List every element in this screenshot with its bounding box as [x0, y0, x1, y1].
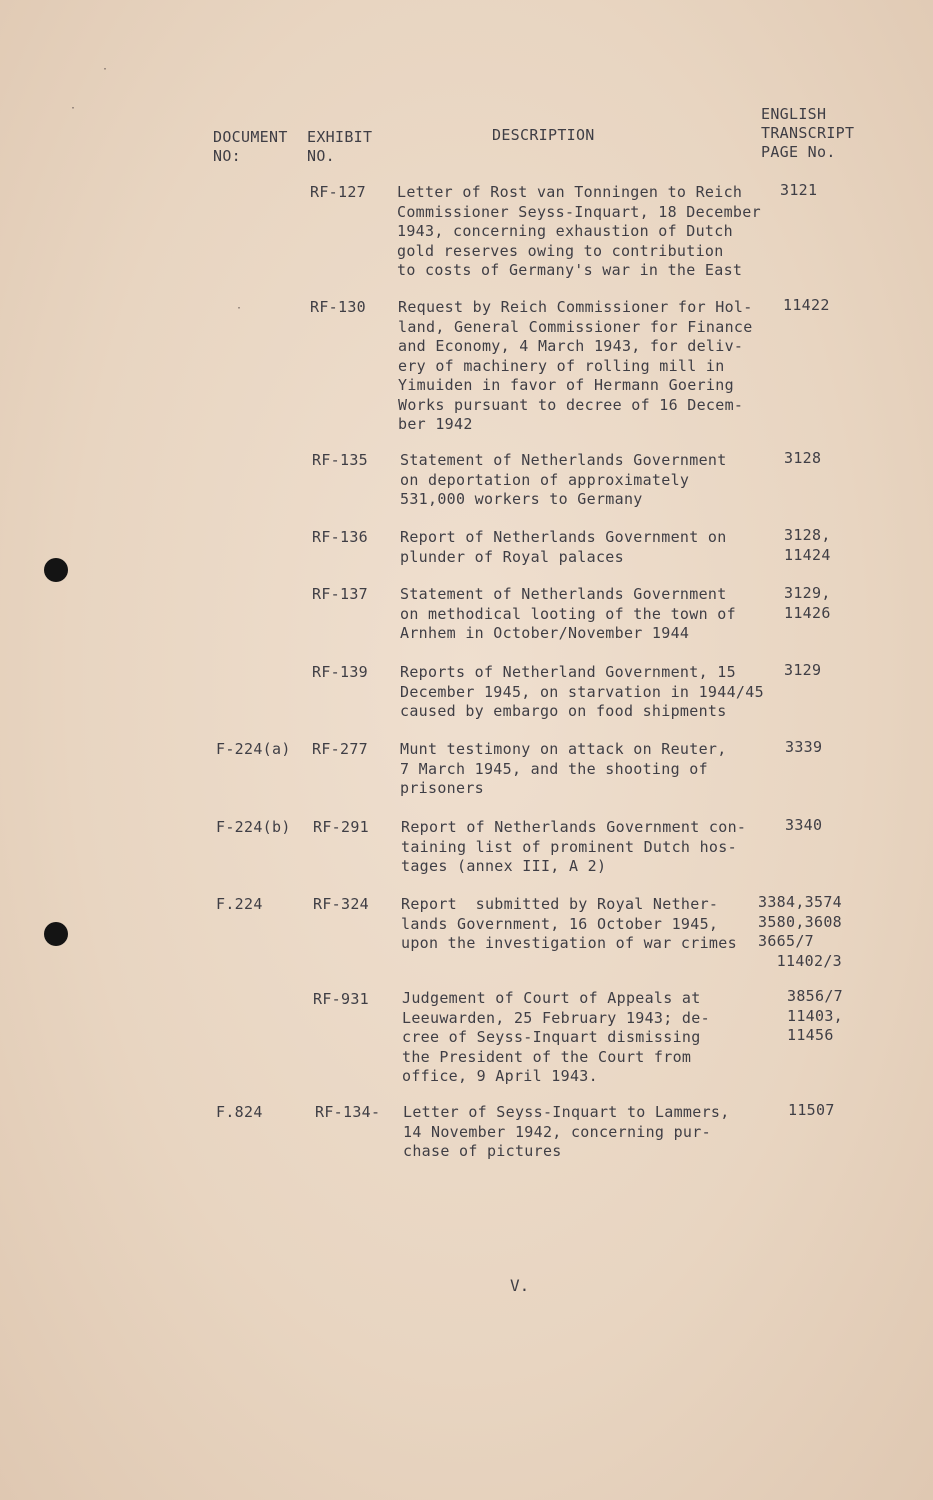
description: Statement of Netherlands Government on deportation of approximately 531,000 workers to Germany [400, 451, 727, 508]
exhibit-no: RF-931 [313, 990, 369, 1008]
description: Judgement of Court of Appeals at Leeuwarden, 25 February 1943; de- cree of Seyss-Inquart dismissing the President of the Court from office, 9 April 1943. [402, 989, 710, 1085]
transcript-page: 3128, 11424 [784, 526, 831, 564]
description: Letter of Seyss-Inquart to Lammers, 14 November 1942, concerning pur- chase of pictures [403, 1103, 730, 1160]
exhibit-no: RF-130 [310, 298, 366, 316]
exhibit-no: RF-127 [310, 183, 366, 201]
document-no: F-224(a) [216, 740, 291, 758]
transcript-page: 3339 [785, 738, 823, 756]
description: Munt testimony on attack on Reuter, 7 March 1945, and the shooting of prisoners [400, 740, 727, 797]
description: Report submitted by Royal Nether- lands Government, 16 October 1945, upon the investigation of war crimes [401, 895, 737, 952]
exhibit-no: RF-136 [312, 528, 368, 546]
transcript-page: 3384,3574 3580,3608 3665/7 11402/3 [758, 893, 842, 970]
description: Statement of Netherlands Government on methodical looting of the town of Arnhem in October/November 1944 [400, 585, 736, 642]
exhibit-no: RF-277 [312, 740, 368, 758]
description: Letter of Rost van Tonningen to Reich Commissioner Seyss-Inquart, 18 December 1943, concerning exhaustion of Dutch gold reserves owing to contribution to costs of Germany's war in the East [397, 183, 761, 279]
exhibit-no: RF-135 [312, 451, 368, 469]
description: Request by Reich Commissioner for Hol- land, General Commissioner for Finance and Economy, 4 March 1943, for deliv- ery of machinery of rolling mill in Yimuiden in favor of Hermann Goering Works pursuant to decree of 16 Decem- ber 1942 [398, 298, 753, 433]
transcript-page: 3340 [785, 816, 823, 834]
page-number: V. [510, 1276, 530, 1295]
description: Report of Netherlands Government con- taining list of prominent Dutch hos- tages (annex III, A 2) [401, 818, 747, 875]
exhibit-no: RF-134- [315, 1103, 381, 1121]
transcript-page: 3856/7 11403, 11456 [787, 987, 843, 1044]
exhibit-no: RF-137 [312, 585, 368, 603]
transcript-page: 3129 [784, 661, 822, 679]
transcript-page: 3121 [780, 181, 818, 199]
transcript-page: 3128 [784, 449, 822, 467]
header-description: DESCRIPTION [492, 126, 595, 144]
punch-hole [44, 922, 68, 946]
header-transcript-page: ENGLISH TRANSCRIPT PAGE No. [761, 105, 855, 161]
exhibit-no: RF-324 [313, 895, 369, 913]
description: Report of Netherlands Government on plunder of Royal palaces [400, 528, 727, 566]
document-no: F.824 [216, 1103, 263, 1121]
transcript-page: 11422 [783, 296, 830, 314]
punch-hole [44, 558, 68, 582]
document-no: F.224 [216, 895, 263, 913]
speck-mark: · [102, 64, 109, 75]
speck-mark: · [70, 103, 77, 114]
exhibit-no: RF-139 [312, 663, 368, 681]
transcript-page: 3129, 11426 [784, 584, 831, 622]
speck-mark: · [236, 303, 243, 314]
header-exhibit-no: EXHIBIT NO. [307, 128, 373, 165]
description: Reports of Netherland Government, 15 December 1945, on starvation in 1944/45 caused by embargo on food shipments [400, 663, 764, 720]
transcript-page: 11507 [788, 1101, 835, 1119]
document-no: F-224(b) [216, 818, 291, 836]
exhibit-no: RF-291 [313, 818, 369, 836]
header-document-no: DOCUMENT NO: [213, 128, 288, 165]
